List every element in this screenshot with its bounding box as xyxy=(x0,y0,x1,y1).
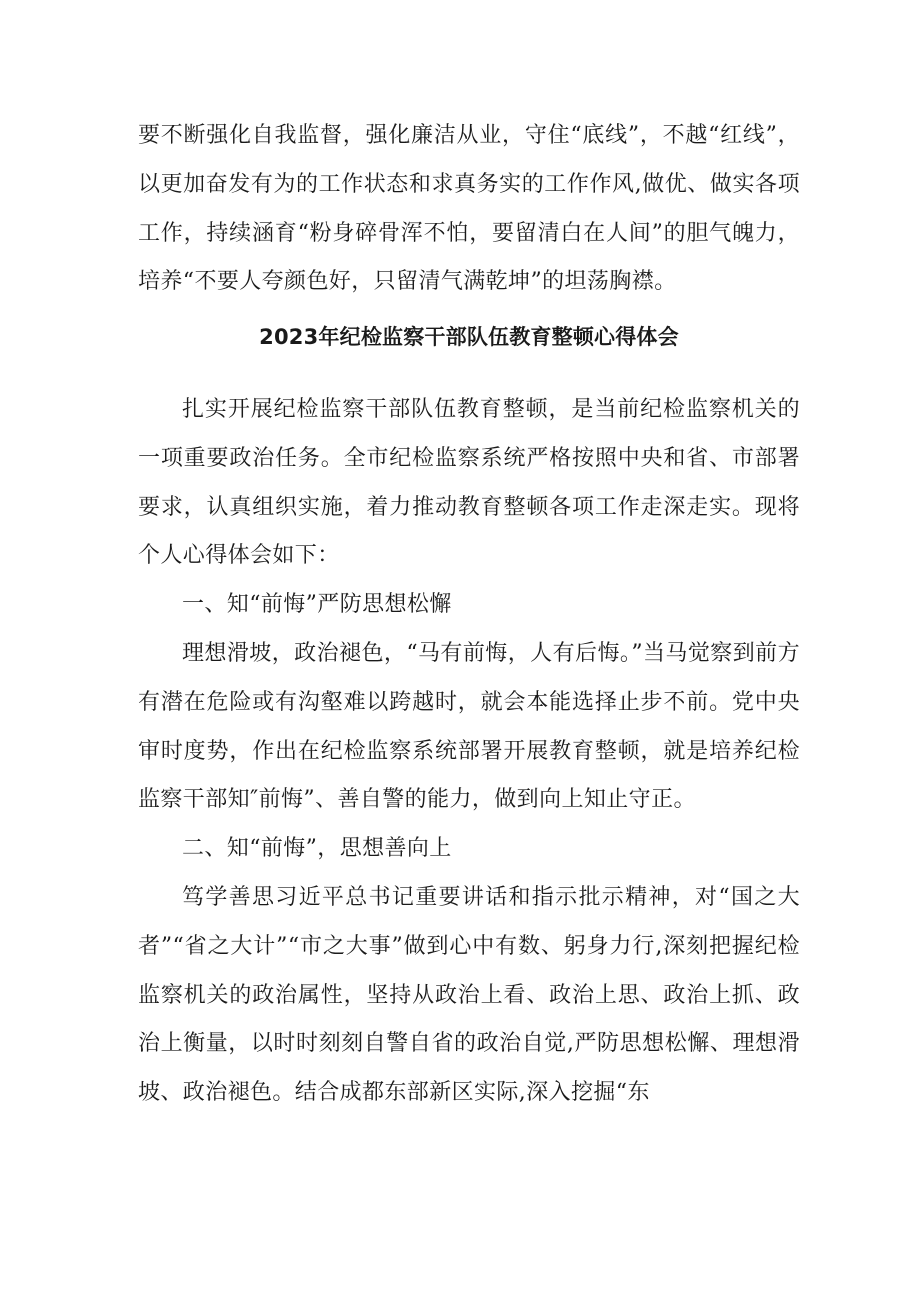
section-heading-2: 二、知“前悔”，思想善向上 xyxy=(182,836,452,862)
paragraph-3: 笃学善思习近平总书记重要讲话和指示批示精神，对“国之大者”“省之大计”“市之大事”做到心中有数、躬身力行,深刻把握纪检监察机关的政治属性，坚持从政治上看、政治上思、政治上抓、政治上衡量，以时时刻刻自警自省的政治自觉,严防思想松懈、理想滑坡、政治褪色。结合成都东部新区实际,深入挖掘“东 xyxy=(138,884,800,1106)
paragraph-1: 扎实开展纪检监察干部队伍教育整顿，是当前纪检监察机关的一项重要政治任务。全市纪检监察系统严格按照中央和省、市部署要求，认真组织实施，着力推动教育整顿各项工作走深走实。现将个人心得体会如下： xyxy=(138,396,800,569)
section-heading-1: 一、知“前悔”严防思想松懈 xyxy=(182,592,452,618)
intro-paragraph: 要不断强化自我监督，强化廉洁从业，守住“底线”，不越“红线”，以更加奋发有为的工作状态和求真务实的工作作风,做优、做实各项工作，持续涵育“粉身碎骨浑不怕，要留清白在人间”的胆气魄力，培养“不要人夸颜色好，只留清气满乾坤”的坦荡胸襟。 xyxy=(138,123,800,295)
paragraph-2: 理想滑坡，政治褪色，“马有前悔，人有后悔。”当马觉察到前方有潜在危险或有沟壑难以跨越时，就会本能选择止步不前。党中央审时度势，作出在纪检监察系统部署开展教育整顿，就是培养纪检监察干部知″前悔”、善自警的能力，做到向上知止守正。 xyxy=(138,640,800,813)
document-title: 2023年纪检监察干部队伍教育整顿心得体会 xyxy=(259,325,679,350)
document-page xyxy=(138,112,800,1118)
